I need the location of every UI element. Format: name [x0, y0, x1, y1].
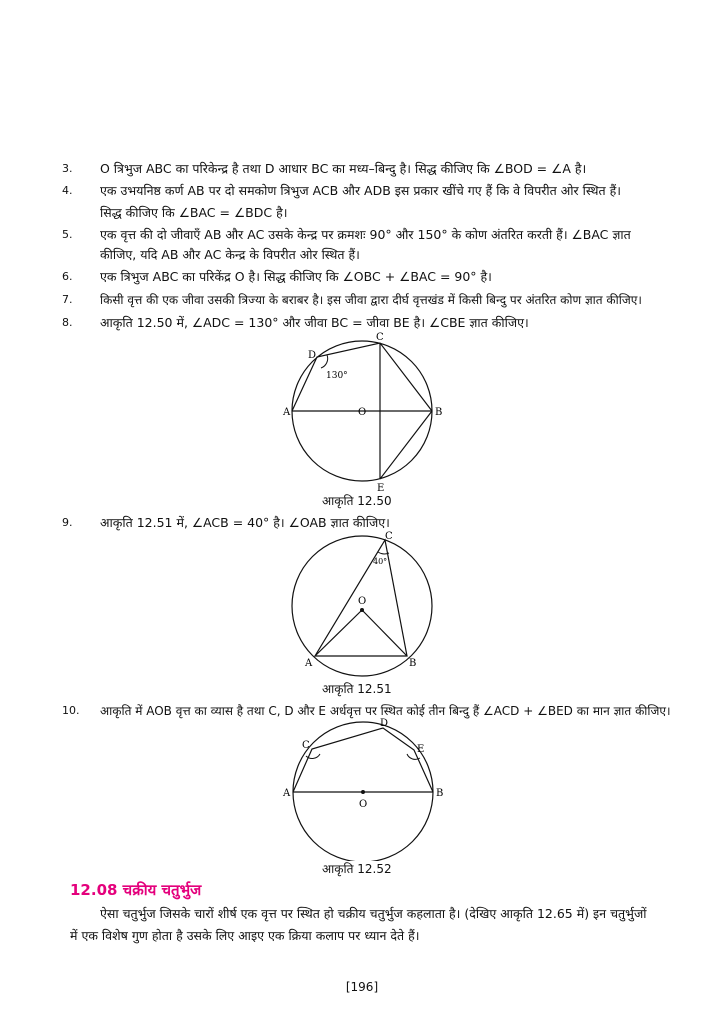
- label-b: B: [409, 658, 417, 669]
- question-text: आकृति 12.50 में, ∠ADC = 130° और जीवा BC = जीवा BE है। ∠CBE ज्ञात कीजिए।: [100, 315, 529, 330]
- question-text: आकृति 12.51 में, ∠ACB = 40° है। ∠OAB ज्ञात कीजिए।: [100, 515, 390, 530]
- question-number: 8.: [62, 316, 73, 329]
- angle-label: 130°: [326, 371, 348, 381]
- question-text: एक त्रिभुज ABC का परिकेंद्र O है। सिद्ध कीजिए कि ∠OBC + ∠BAC = 90° है।: [100, 269, 492, 284]
- figure-12-51: [285, 530, 445, 680]
- page-number: [196]: [345, 980, 379, 994]
- label-e: E: [377, 483, 385, 494]
- label-a: A: [283, 788, 291, 799]
- figure-caption: आकृति 12.50: [322, 494, 392, 508]
- question-text: एक वृत्त की दो जीवाएँ AB और AC उसके केन्द्र पर क्रमशः 90° और 150° के कोण अंतरित करती हैं। ∠BAC ज्ञात: [100, 227, 631, 242]
- label-b: B: [436, 788, 444, 799]
- question-number: 3.: [62, 162, 73, 175]
- paragraph-line-1: ऐसा चतुर्भुज जिसके चारों शीर्ष एक वृत्त पर स्थित हो चक्रीय चतुर्भुज कहलाता है। (देखिए आकृति 12.65 में) इन चतुर्भुजों: [100, 906, 647, 921]
- label-b: B: [435, 407, 443, 418]
- question-text: किसी वृत्त की एक जीवा उसकी त्रिज्या के बराबर है। इस जीवा द्वारा दीर्घ वृत्तखंड में किसी बिन्दु पर अंतरित कोण ज्ञात कीजिए।: [100, 293, 642, 307]
- question-text-line2: कीजिए, यदि AB और AC केन्द्र के विपरीत ओर स्थित हैं।: [100, 247, 360, 262]
- question-text: O त्रिभुज ABC का परिकेन्द्र है तथा D आधार BC का मध्य–बिन्दु है। सिद्ध कीजिए कि ∠BOD = ∠A है।: [100, 161, 587, 176]
- angle-label: 40°: [373, 557, 388, 566]
- figure-caption: आकृति 12.51: [322, 682, 392, 696]
- angle-arc: [321, 355, 328, 368]
- question-number: 5.: [62, 228, 73, 241]
- label-d: D: [380, 718, 389, 729]
- label-o: O: [359, 799, 368, 810]
- center-dot: [360, 608, 364, 612]
- label-c: C: [385, 531, 393, 542]
- label-o: O: [358, 596, 367, 607]
- angle-arc-c: [306, 754, 320, 758]
- figure-12-50: [280, 330, 450, 500]
- label-a: A: [283, 407, 291, 418]
- label-o: O: [358, 407, 367, 418]
- paragraph-line-2: में एक विशेष गुण होता है उसके लिए आइए एक क्रिया कलाप पर ध्यान देते हैं।: [70, 928, 420, 943]
- figure-12-52: [280, 716, 450, 861]
- question-text: एक उभयनिष्ठ कर्ण AB पर दो समकोण त्रिभुज ACB और ADB इस प्रकार खींचे गए हैं कि वे विपरीत ओर स्थित हैं।: [100, 183, 621, 198]
- polygon-acdeb: [293, 728, 433, 792]
- question-number: 4.: [62, 184, 73, 197]
- label-c: C: [376, 332, 384, 343]
- figure-caption: आकृति 12.52: [322, 862, 392, 876]
- question-number: 7.: [62, 293, 73, 306]
- label-e: E: [417, 744, 425, 755]
- question-text: आकृति में AOB वृत्त का व्यास है तथा C, D और E अर्धवृत्त पर स्थित कोई तीन बिन्दु हैं ∠ACD + ∠BED का मान ज्ञात कीजिए।: [100, 704, 671, 718]
- center-dot: [361, 790, 365, 794]
- chord-be: [380, 411, 432, 479]
- label-c: C: [302, 740, 310, 751]
- question-text-line2: सिद्ध कीजिए कि ∠BAC = ∠BDC है।: [100, 205, 288, 220]
- label-a: A: [305, 658, 313, 669]
- radius-ob: [362, 610, 407, 656]
- label-d: D: [308, 350, 317, 361]
- question-number: 10.: [62, 704, 80, 717]
- section-heading: 12.08 चक्रीय चतुर्भुज: [70, 881, 202, 899]
- question-number: 6.: [62, 270, 73, 283]
- question-number: 9.: [62, 516, 73, 529]
